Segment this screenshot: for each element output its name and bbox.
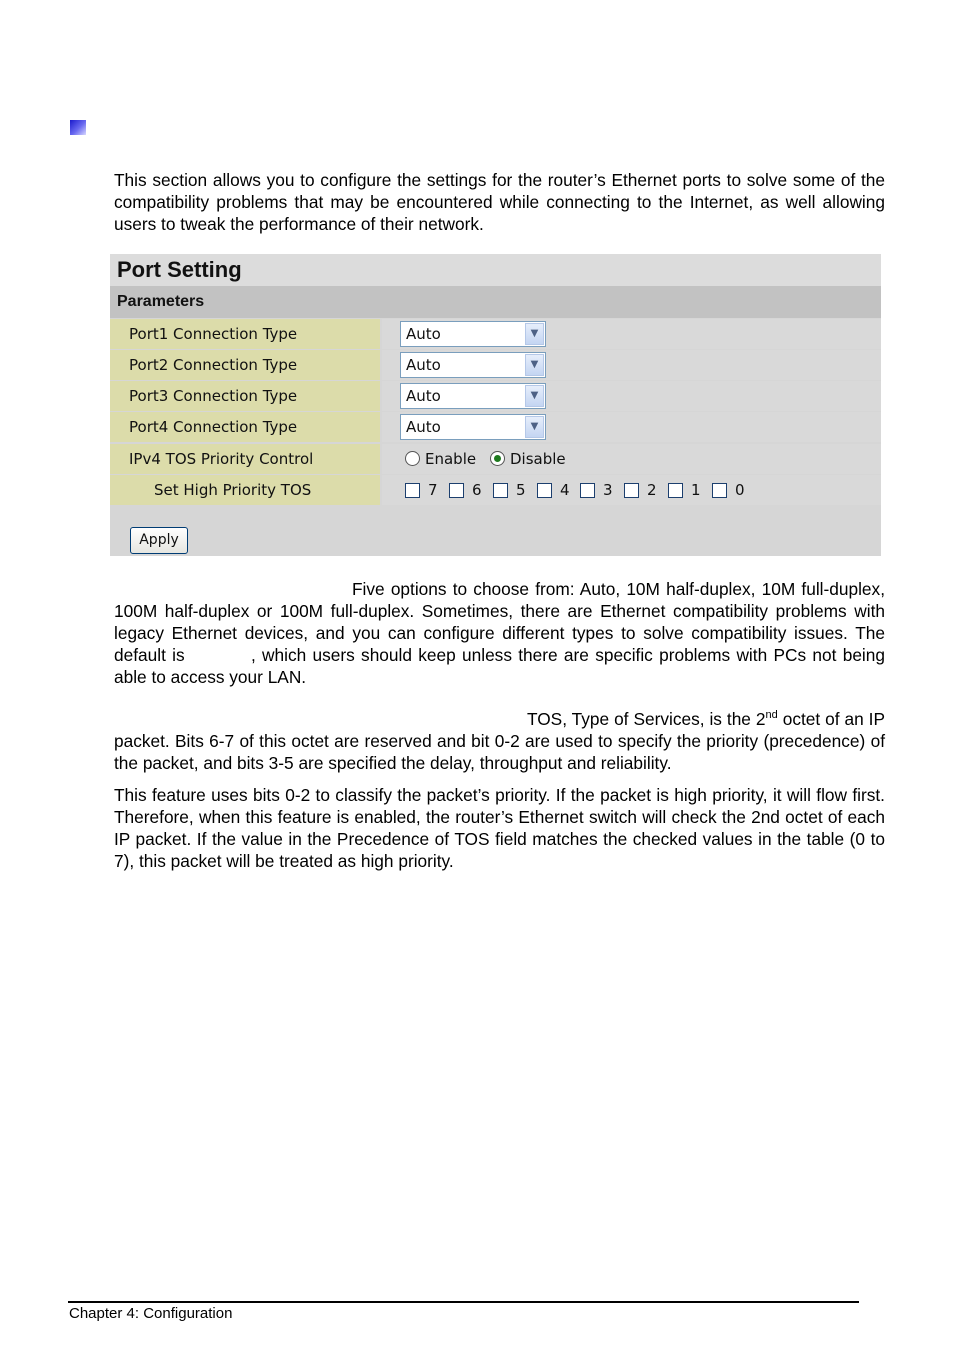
port3-connection-select[interactable]: Auto ▼: [400, 383, 546, 409]
panel-title: Port Setting: [110, 254, 881, 286]
tos-0-label: 0: [735, 481, 745, 499]
tos-4-checkbox[interactable]: [537, 483, 552, 498]
intro-paragraph: This section allows you to configure the settings for the router’s Ethernet ports to solve some of the compatibility problems that may be encountered while connecting to the Internet, as well allowing users to tweak the performance of their network.: [114, 170, 885, 234]
tos-7-label: 7: [428, 481, 438, 499]
disable-label: Disable: [510, 450, 566, 468]
chevron-down-icon: ▼: [525, 323, 544, 345]
port3-label: Port3 Connection Type: [110, 381, 380, 411]
tos-5-label: 5: [516, 481, 526, 499]
tos-1-checkbox[interactable]: [668, 483, 683, 498]
chevron-down-icon: ▼: [525, 385, 544, 407]
chevron-down-icon: ▼: [525, 416, 544, 438]
port4-connection-select[interactable]: Auto ▼: [400, 414, 546, 440]
apply-area: [110, 506, 881, 556]
tos-control-label: IPv4 TOS Priority Control: [110, 444, 380, 474]
tos-control-row: [110, 444, 881, 474]
feature-paragraph: This feature uses bits 0-2 to classify the packet’s priority. If the packet is high priority, it will flow first. Therefore, when this feature is enabled, the router’s Ethernet switch will check the 2nd octet of each IP packet. If the value in the Precedence of TOS field matches the checked values in the table (0 to 7), this packet will be treated as high priority.: [114, 785, 885, 871]
tos-2-label: 2: [647, 481, 657, 499]
tos-3-label: 3: [603, 481, 613, 499]
tos-6-checkbox[interactable]: [449, 483, 464, 498]
footer-chapter: Chapter 4: Configuration: [69, 1305, 233, 1322]
tos-2-checkbox[interactable]: [624, 483, 639, 498]
tos-4-label: 4: [560, 481, 570, 499]
port1-connection-select[interactable]: Auto ▼: [400, 321, 546, 347]
tos-0-checkbox[interactable]: [712, 483, 727, 498]
port1-row: [110, 319, 881, 349]
tos-6-label: 6: [472, 481, 482, 499]
apply-button[interactable]: Apply: [130, 527, 188, 554]
tos-3-checkbox[interactable]: [580, 483, 595, 498]
port2-label: Port2 Connection Type: [110, 350, 380, 380]
parameters-header: Parameters: [110, 286, 881, 318]
high-priority-label: Set High Priority TOS: [110, 475, 380, 505]
high-priority-row: [110, 475, 881, 505]
port-setting-panel: [110, 254, 881, 556]
connection-type-paragraph: Five options to choose from: Auto, 10M half-duplex, 10M full-duplex, 100M half-duplex or 100M full-duplex. Sometimes, there are Ethernet compatibility problems with legacy Ethernet devices, and you can configure different types to solve compatibility issues. The default is , which users should keep unless there are specific problems with PCs not being able to access your LAN.: [114, 579, 885, 687]
port2-connection-select[interactable]: Auto ▼: [400, 352, 546, 378]
tos-5-checkbox[interactable]: [493, 483, 508, 498]
port4-label: Port4 Connection Type: [110, 412, 380, 442]
chevron-down-icon: ▼: [525, 354, 544, 376]
tos-7-checkbox[interactable]: [405, 483, 420, 498]
port3-row: [110, 381, 881, 411]
tos-paragraph: TOS, Type of Services, is the 2nd octet of an IP packet. Bits 6-7 of this octet are reserved and bit 0-2 are used to specify the priority (precedence) of the packet, and bits 3-5 are specified the delay, throughput and reliability.: [114, 709, 885, 773]
port1-label: Port1 Connection Type: [110, 319, 380, 349]
enable-label: Enable: [425, 450, 477, 468]
port2-row: [110, 350, 881, 380]
section-bullet-icon: [70, 120, 86, 135]
disable-radio[interactable]: [490, 451, 505, 466]
tos-1-label: 1: [691, 481, 701, 499]
enable-radio[interactable]: [405, 451, 420, 466]
footer-divider: [68, 1301, 859, 1303]
port4-row: [110, 412, 881, 442]
